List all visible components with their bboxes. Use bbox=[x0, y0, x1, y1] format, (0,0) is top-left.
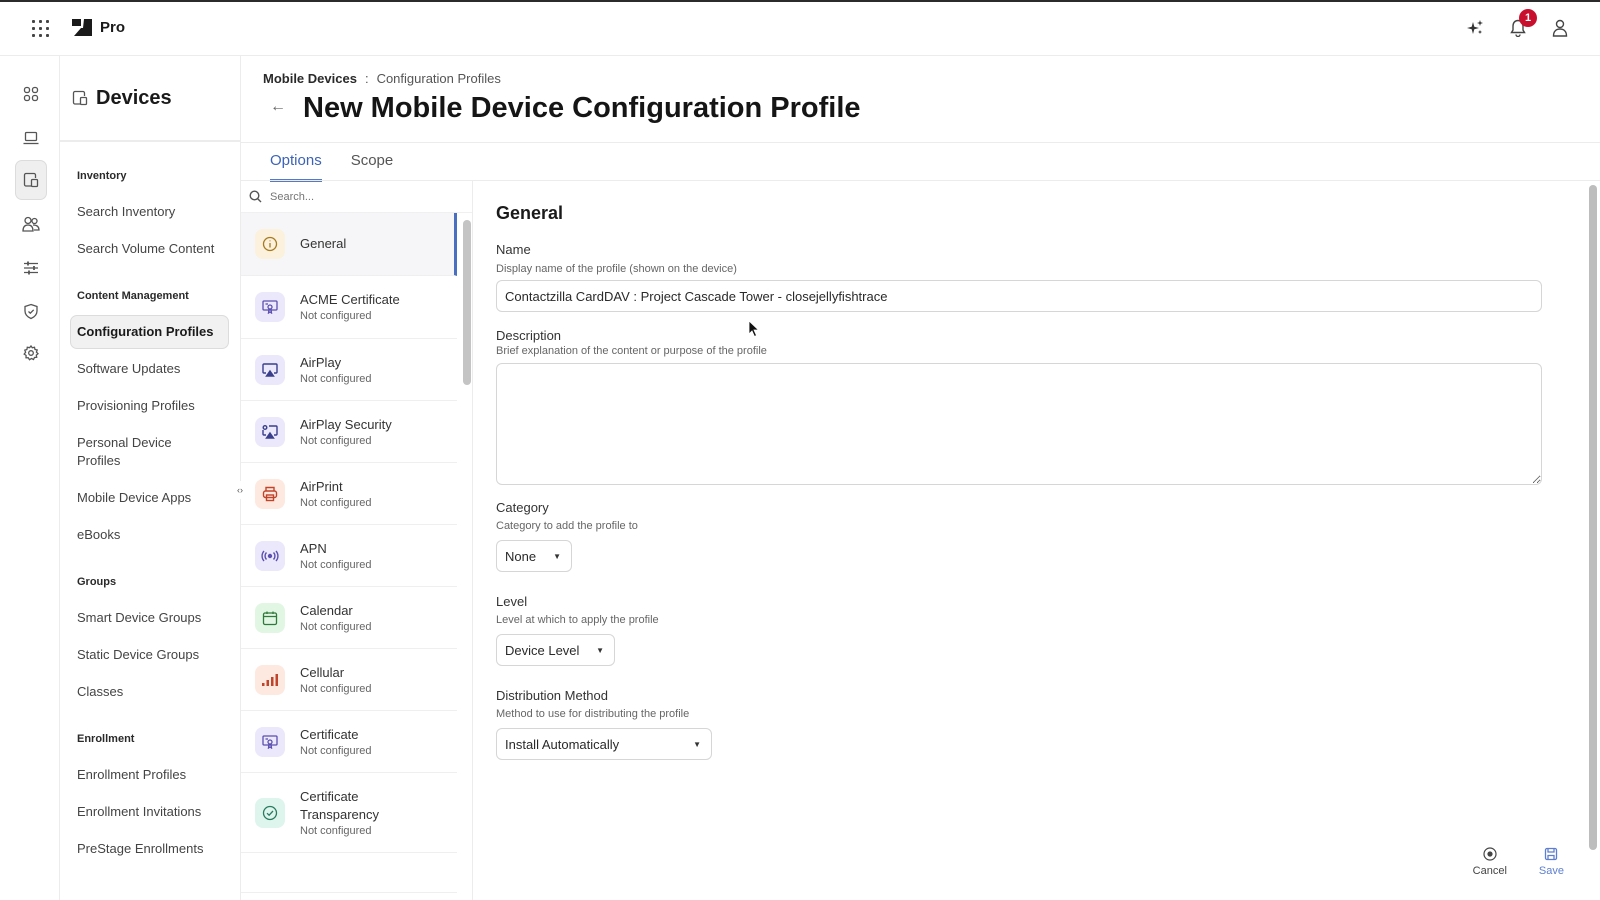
certificate-icon bbox=[255, 727, 285, 757]
tab-options[interactable]: Options bbox=[270, 152, 322, 182]
computers-icon[interactable] bbox=[15, 122, 47, 154]
level-label: Level bbox=[496, 594, 528, 609]
description-textarea[interactable] bbox=[496, 363, 1542, 485]
form-scrollbar[interactable] bbox=[1589, 185, 1597, 850]
option-certificate-transparency[interactable] bbox=[241, 773, 457, 853]
distribution-help: Method to use for distributing the profile bbox=[496, 708, 690, 720]
chevron-down-icon: ▼ bbox=[596, 645, 604, 655]
option-next-partial[interactable] bbox=[241, 853, 457, 893]
option-status: Not configured bbox=[300, 372, 372, 385]
signal-bars-icon bbox=[255, 665, 285, 695]
page-title: New Mobile Device Configuration Profile bbox=[303, 92, 861, 124]
option-airprint[interactable] bbox=[241, 463, 457, 525]
mouse-cursor-icon bbox=[748, 320, 760, 338]
option-label: General bbox=[300, 236, 347, 251]
nav-link-mobile-device-apps[interactable]: Mobile Device Apps bbox=[77, 490, 192, 505]
name-label: Name bbox=[496, 242, 531, 257]
save-icon bbox=[1544, 847, 1558, 861]
category-help: Category to add the profile to bbox=[496, 520, 638, 532]
cancel-icon bbox=[1483, 847, 1497, 861]
cancel-button[interactable] bbox=[1473, 847, 1507, 877]
nav-header bbox=[60, 56, 240, 142]
options-scrollbar[interactable] bbox=[463, 220, 471, 385]
breadcrumb-current[interactable]: Configuration Profiles bbox=[376, 71, 501, 86]
description-label: Description bbox=[496, 328, 562, 343]
option-status: Not configured bbox=[300, 310, 372, 322]
payload-options-list bbox=[241, 181, 473, 900]
option-airplay[interactable] bbox=[241, 339, 457, 401]
option-label: Cellular bbox=[300, 664, 345, 680]
nav-link-smart-device-groups[interactable]: Smart Device Groups bbox=[77, 610, 202, 625]
option-label: Certificate bbox=[300, 726, 359, 742]
breadcrumb-separator: : bbox=[364, 71, 369, 86]
option-label: AirPrint bbox=[300, 478, 343, 494]
certificate-icon bbox=[255, 292, 285, 322]
app-name: Pro bbox=[100, 19, 126, 36]
name-input[interactable] bbox=[496, 280, 1542, 312]
level-help: Level at which to apply the profile bbox=[496, 614, 659, 626]
nav-link-enrollment-profiles[interactable]: Enrollment Profiles bbox=[77, 767, 187, 782]
tab-scope[interactable]: Scope bbox=[350, 152, 394, 169]
nav-link-software-updates[interactable]: Software Updates bbox=[77, 361, 181, 376]
nav-link-search-inventory[interactable]: Search Inventory bbox=[77, 204, 176, 219]
airplay-security-icon bbox=[255, 417, 285, 447]
nav-title: Devices bbox=[96, 86, 172, 109]
dashboard-icon[interactable] bbox=[15, 78, 47, 110]
option-status: Not configured bbox=[300, 496, 372, 509]
breadcrumb-parent[interactable]: Mobile Devices bbox=[263, 71, 357, 86]
nav-section-inventory: Inventory bbox=[77, 170, 127, 182]
logo-icon bbox=[72, 19, 92, 36]
gear-icon[interactable] bbox=[15, 337, 47, 369]
option-label: AirPlay Security bbox=[300, 416, 392, 432]
distribution-select[interactable] bbox=[496, 728, 712, 760]
option-status: Not configured bbox=[300, 744, 372, 757]
nav-link-personal-device-profiles[interactable]: Personal Device Profiles bbox=[77, 435, 172, 468]
level-value: Device Level bbox=[505, 642, 580, 658]
cancel-label: Cancel bbox=[1472, 865, 1507, 877]
option-apn[interactable] bbox=[241, 525, 457, 587]
notification-badge: 1 bbox=[1519, 9, 1537, 27]
option-status: Not configured bbox=[300, 824, 372, 837]
nav-link-classes[interactable]: Classes bbox=[77, 684, 124, 699]
option-status: Not configured bbox=[300, 434, 372, 447]
option-label: APN bbox=[300, 540, 327, 556]
category-select[interactable] bbox=[496, 540, 572, 572]
option-status: Not configured bbox=[300, 682, 372, 695]
airplay-icon bbox=[255, 355, 285, 385]
option-general[interactable] bbox=[241, 213, 457, 276]
nav-section-groups: Groups bbox=[77, 576, 117, 588]
option-cellular[interactable] bbox=[241, 649, 457, 711]
info-icon bbox=[255, 229, 285, 259]
tab-bar bbox=[270, 152, 393, 182]
back-arrow-icon[interactable]: ← bbox=[270, 98, 286, 115]
security-shield-icon[interactable] bbox=[15, 295, 47, 327]
nav-link-enrollment-invitations[interactable]: Enrollment Invitations bbox=[77, 804, 202, 819]
nav-link-ebooks[interactable]: eBooks bbox=[77, 527, 121, 542]
users-icon[interactable] bbox=[15, 208, 47, 240]
category-label: Category bbox=[496, 500, 549, 515]
top-bar bbox=[0, 2, 1600, 56]
options-search bbox=[241, 181, 472, 213]
option-acme-certificate[interactable] bbox=[241, 276, 457, 339]
nav-link-search-volume-content[interactable]: Search Volume Content bbox=[77, 241, 215, 256]
devices-icon[interactable] bbox=[15, 160, 47, 200]
settings-sliders-icon[interactable] bbox=[15, 252, 47, 284]
option-certificate[interactable] bbox=[241, 711, 457, 773]
name-help: Display name of the profile (shown on the device) bbox=[496, 263, 737, 275]
option-status: Not configured bbox=[300, 620, 372, 633]
collapse-nav-toggle[interactable]: ‹› bbox=[231, 481, 249, 499]
nav-link-provisioning-profiles[interactable]: Provisioning Profiles bbox=[77, 398, 195, 413]
printer-icon bbox=[255, 479, 285, 509]
option-label: Calendar bbox=[300, 602, 353, 618]
save-label: Save bbox=[1538, 865, 1564, 877]
breadcrumb bbox=[263, 71, 501, 86]
option-airplay-security[interactable] bbox=[241, 401, 457, 463]
nav-link-static-device-groups[interactable]: Static Device Groups bbox=[77, 647, 200, 662]
distribution-label: Distribution Method bbox=[496, 688, 608, 703]
check-circle-icon bbox=[255, 798, 285, 828]
option-status: Not configured bbox=[300, 558, 372, 571]
option-calendar[interactable] bbox=[241, 587, 457, 649]
level-select[interactable] bbox=[496, 634, 615, 666]
bell-icon[interactable] bbox=[1508, 12, 1532, 38]
option-label: Certificate Transparency bbox=[300, 788, 379, 822]
nav-section-content-management: Content Management bbox=[77, 290, 189, 302]
devices-icon bbox=[72, 90, 88, 106]
nav-link-prestage-enrollments[interactable]: PreStage Enrollments bbox=[77, 841, 204, 856]
footer-actions bbox=[1473, 847, 1564, 877]
option-label: ACME Certificate bbox=[300, 292, 400, 307]
description-help: Brief explanation of the content or purpose of the profile bbox=[496, 345, 767, 357]
nav-section-enrollment: Enrollment bbox=[77, 733, 135, 745]
general-form bbox=[473, 181, 1585, 900]
chevron-down-icon: ▼ bbox=[553, 551, 561, 561]
option-label: AirPlay bbox=[300, 354, 342, 370]
user-icon[interactable] bbox=[1550, 18, 1570, 38]
options-search-input[interactable] bbox=[270, 191, 440, 203]
distribution-value: Install Automatically bbox=[505, 736, 620, 752]
icon-rail bbox=[0, 56, 60, 900]
sparkle-icon[interactable] bbox=[1466, 18, 1486, 38]
antenna-icon bbox=[255, 541, 285, 571]
header-divider bbox=[241, 142, 1600, 143]
apps-grid-icon[interactable] bbox=[32, 20, 50, 38]
devices-nav bbox=[60, 56, 241, 900]
save-button[interactable] bbox=[1539, 847, 1564, 877]
chevron-down-icon: ▼ bbox=[693, 739, 701, 749]
nav-link-configuration-profiles[interactable]: Configuration Profiles bbox=[70, 315, 229, 349]
app-logo[interactable] bbox=[72, 19, 125, 36]
search-icon bbox=[249, 190, 262, 203]
calendar-icon bbox=[255, 603, 285, 633]
category-value: None bbox=[505, 548, 537, 564]
section-title: General bbox=[496, 203, 564, 223]
